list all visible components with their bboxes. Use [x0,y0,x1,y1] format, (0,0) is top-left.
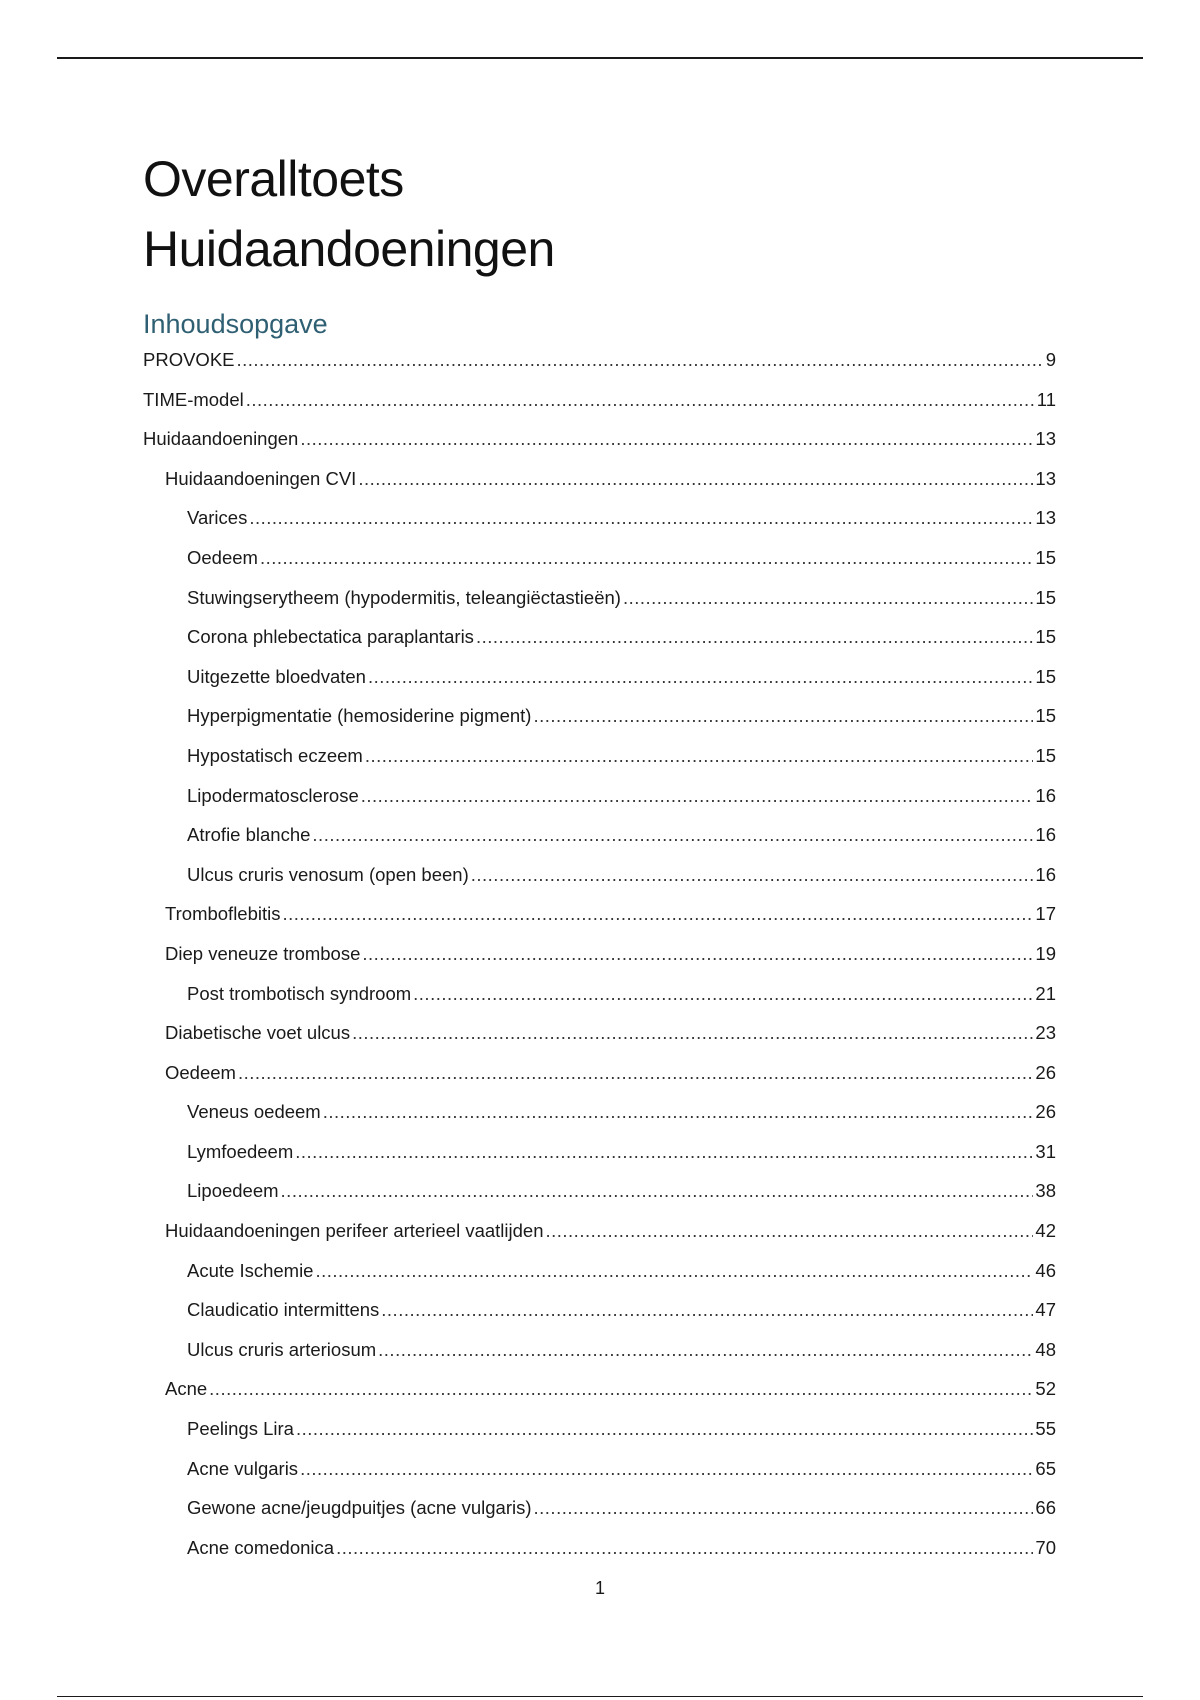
page-number: 1 [594,1578,605,1598]
toc-dot-leader [361,781,1034,811]
toc-entry-label: Claudicatio intermittens [187,1299,380,1321]
toc-entry[interactable] [143,820,1056,860]
toc-entry-label: Lipoedeem [187,1180,279,1202]
toc-entry-label: Ulcus cruris arteriosum [187,1338,377,1360]
toc-entry-page: 15 [1035,626,1056,648]
toc-entry-label: Gewone acne/jeugdpuitjes (acne vulgaris) [187,1497,532,1519]
toc-dot-leader [246,385,1035,415]
toc-dot-leader [413,979,1033,1009]
toc-dot-leader [365,741,1034,771]
toc-dot-leader [471,860,1034,890]
toc-entry-page: 13 [1035,467,1056,489]
toc-entry[interactable] [143,979,1056,1019]
toc-entry[interactable] [143,662,1056,702]
toc-entry[interactable] [143,1414,1056,1454]
toc-entry[interactable] [143,464,1056,504]
toc-entry[interactable] [143,1176,1056,1216]
toc-entry-label: Corona phlebectatica paraplantaris [187,626,474,648]
header-rule [57,57,1143,59]
toc-entry-page: 23 [1035,1022,1056,1044]
toc-entry-page: 26 [1035,1061,1056,1083]
toc-dot-leader [352,1018,1033,1048]
toc-entry[interactable] [143,1137,1056,1177]
toc-entry[interactable] [143,741,1056,781]
toc-entry-page: 66 [1035,1497,1056,1519]
toc-heading: Inhoudsopgave [143,309,328,339]
toc-entry-page: 15 [1035,546,1056,568]
toc-entry-page: 17 [1035,903,1056,925]
toc-entry[interactable] [143,1295,1056,1335]
table-of-contents [143,345,1056,1572]
toc-entry-label: Acne [165,1378,208,1400]
toc-entry-page: 31 [1035,1140,1056,1162]
toc-entry-label: Uitgezette bloedvaten [187,665,366,687]
toc-dot-leader [545,1216,1033,1246]
toc-entry[interactable] [143,543,1056,583]
toc-entry[interactable] [143,701,1056,741]
toc-dot-leader [249,503,1033,533]
document-title-line-2: Huidaandoeningen [143,221,555,277]
toc-entry[interactable] [143,1018,1056,1058]
toc-entry-label: Acute Ischemie [187,1259,314,1281]
toc-dot-leader [295,1137,1033,1167]
toc-entry-page: 15 [1035,665,1056,687]
toc-entry-page: 70 [1035,1536,1056,1558]
footer-rule [57,1696,1143,1697]
toc-entry[interactable] [143,385,1056,425]
toc-entry-label: Acne comedonica [187,1536,335,1558]
toc-entry-label: Tromboflebitis [165,903,281,925]
toc-entry-label: Oedeem [165,1061,236,1083]
document-title-line-1: Overalltoets [143,151,404,207]
toc-entry-page: 15 [1035,586,1056,608]
toc-dot-leader [368,662,1033,692]
toc-entry-page: 47 [1035,1299,1056,1321]
toc-dot-leader [283,899,1034,929]
toc-entry[interactable] [143,503,1056,543]
toc-dot-leader [260,543,1033,573]
toc-entry-label: Varices [187,507,248,529]
toc-entry-page: 16 [1035,863,1056,885]
title-block [143,144,1103,284]
toc-entry-label: Atrofie blanche [187,824,311,846]
toc-entry[interactable] [143,1374,1056,1414]
toc-entry-label: Lymfoedeem [187,1140,294,1162]
toc-entry-page: 13 [1035,428,1056,450]
toc-entry[interactable] [143,1335,1056,1375]
toc-entry-label: PROVOKE [143,349,235,370]
toc-entry-page: 26 [1035,1101,1056,1123]
toc-dot-leader [281,1176,1034,1206]
toc-dot-leader [623,583,1033,613]
toc-entry-label: Hypostatisch eczeem [187,744,363,766]
toc-dot-leader [533,701,1033,731]
toc-entry-page: 48 [1035,1338,1056,1360]
toc-entry[interactable] [143,781,1056,821]
toc-entry-page: 65 [1035,1457,1056,1479]
toc-dot-leader [378,1335,1033,1365]
toc-dot-leader [323,1097,1034,1127]
toc-entry-label: Huidaandoeningen [143,428,299,450]
toc-entry-page: 52 [1035,1378,1056,1400]
toc-entry-page: 15 [1035,744,1056,766]
toc-entry-label: Diep veneuze trombose [165,942,361,964]
toc-dot-leader [476,622,1033,652]
toc-entry-label: Huidaandoeningen perifeer arterieel vaatlijden [165,1220,544,1242]
toc-entry[interactable] [143,424,1056,464]
toc-entry-label: Huidaandoeningen CVI [165,467,357,489]
toc-entry-page: 21 [1035,982,1056,1004]
toc-entry-page: 15 [1035,705,1056,727]
toc-entry-page: 55 [1035,1418,1056,1440]
toc-dot-leader [237,345,1044,375]
toc-dot-leader [300,424,1033,454]
toc-dot-leader [336,1533,1033,1563]
toc-entry[interactable] [143,1097,1056,1137]
toc-dot-leader [315,1256,1033,1286]
toc-entry-label: Oedeem [187,546,258,568]
toc-entry[interactable] [143,583,1056,623]
toc-entry[interactable] [143,1454,1056,1494]
toc-entry[interactable] [143,1058,1056,1098]
toc-entry-page: 19 [1035,942,1056,964]
toc-entry[interactable] [143,899,1056,939]
toc-entry-label: Ulcus cruris venosum (open been) [187,863,469,885]
toc-entry-label: Peelings Lira [187,1418,294,1440]
toc-entry-label: Lipodermatosclerose [187,784,359,806]
toc-entry-label: TIME-model [143,388,244,410]
toc-dot-leader [300,1454,1033,1484]
toc-entry[interactable] [143,939,1056,979]
toc-entry-label: Veneus oedeem [187,1101,321,1123]
toc-entry[interactable] [143,1493,1056,1533]
toc-entry[interactable] [143,1256,1056,1296]
toc-entry-page: 9 [1045,349,1056,370]
toc-dot-leader [362,939,1033,969]
toc-entry-page: 38 [1035,1180,1056,1202]
toc-entry-label: Post trombotisch syndroom [187,982,412,1004]
toc-dot-leader [534,1493,1034,1523]
toc-dot-leader [358,464,1033,494]
toc-entry-label: Diabetische voet ulcus [165,1022,351,1044]
toc-dot-leader [312,820,1033,850]
toc-entry-label: Acne vulgaris [187,1457,299,1479]
toc-entry-page: 42 [1035,1220,1056,1242]
toc-dot-leader [381,1295,1033,1325]
toc-entry-page: 46 [1035,1259,1056,1281]
toc-entry[interactable] [143,860,1056,900]
toc-dot-leader [296,1414,1033,1444]
toc-dot-leader [238,1058,1033,1088]
toc-entry-label: Hyperpigmentatie (hemosiderine pigment) [187,705,532,727]
toc-entry-page: 16 [1035,784,1056,806]
toc-entry-page: 16 [1035,824,1056,846]
toc-entry-page: 13 [1035,507,1056,529]
toc-entry[interactable] [143,1533,1056,1573]
toc-entry[interactable] [143,1216,1056,1256]
toc-entry[interactable] [143,345,1056,385]
toc-dot-leader [209,1374,1033,1404]
toc-entry-page: 11 [1036,388,1056,410]
toc-entry[interactable] [143,622,1056,662]
toc-entry-label: Stuwingserytheem (hypodermitis, teleangiëctastieën) [187,586,621,608]
